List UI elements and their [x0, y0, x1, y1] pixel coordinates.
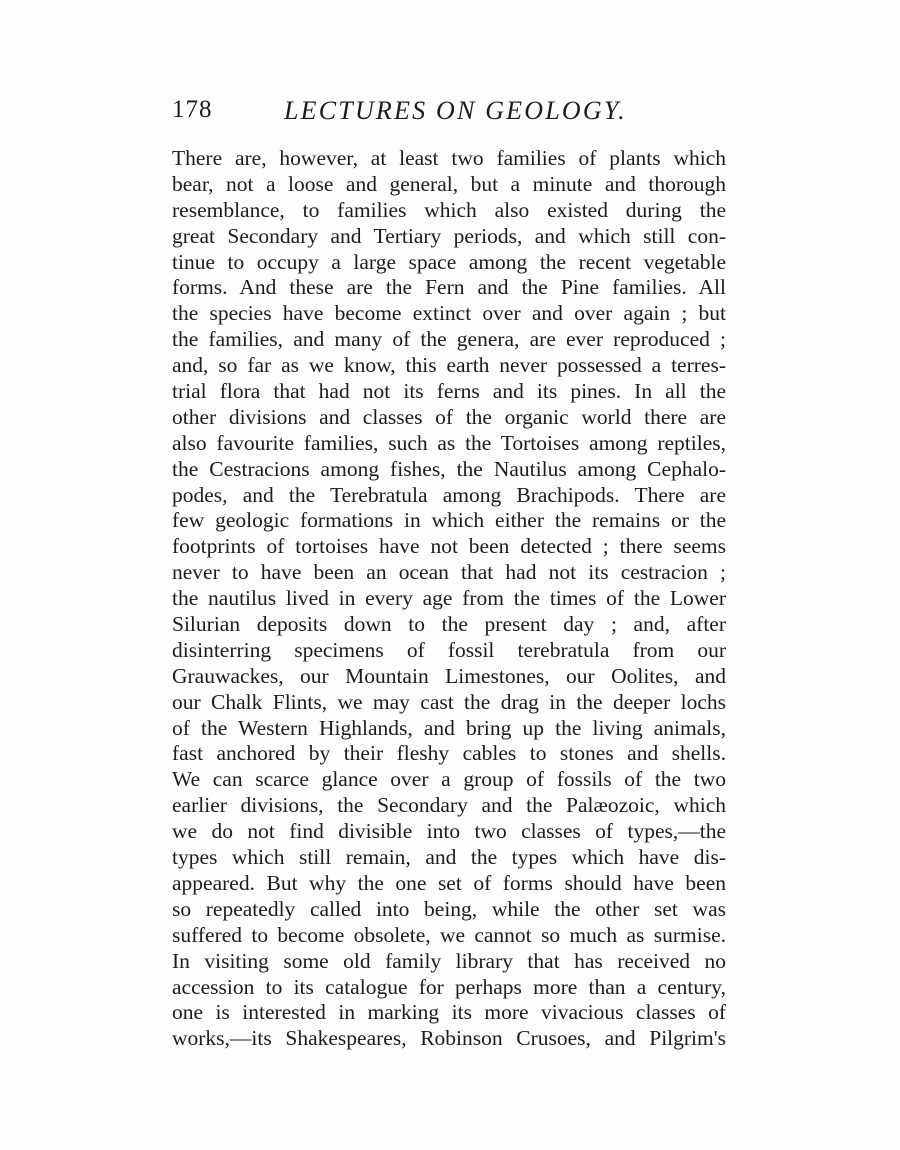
text-line: footprints of tortoises have not been detected ; there seems	[172, 534, 726, 559]
text-line: the Cestracions among fishes, the Nautilus among Cephalo-	[172, 456, 726, 481]
text-line: We can scarce glance over a group of fossils of the two	[172, 767, 726, 792]
body-paragraph	[172, 146, 726, 1052]
text-line: appeared. But why the one set of forms should have been	[172, 870, 726, 895]
text-line: accession to its catalogue for perhaps more than a century,	[172, 974, 726, 999]
text-line: suffered to become obsolete, we cannot so much as surmise.	[172, 922, 726, 947]
text-line: other divisions and classes of the organic world there are	[172, 404, 726, 429]
text-line: In visiting some old family library that has received no	[172, 948, 726, 973]
text-line: also favourite families, such as the Tortoises among reptiles,	[172, 430, 726, 455]
text-line: the nautilus lived in every age from the times of the Lower	[172, 586, 726, 611]
text-line: types which still remain, and the types which have dis-	[172, 845, 726, 870]
text-line: the species have become extinct over and over again ; but	[172, 301, 726, 326]
text-line: Silurian deposits down to the present day ; and, after	[172, 612, 726, 637]
text-line: our Chalk Flints, we may cast the drag in the deeper lochs	[172, 689, 726, 714]
text-line: trial flora that had not its ferns and its pines. In all the	[172, 379, 726, 404]
text-line: forms. And these are the Fern and the Pine families. All	[172, 275, 726, 300]
text-line: great Secondary and Tertiary periods, and which still con-	[172, 223, 726, 248]
text-line: resemblance, to families which also existed during the	[172, 197, 726, 222]
text-line: of the Western Highlands, and bring up the living animals,	[172, 715, 726, 740]
text-line: we do not find divisible into two classes of types,—the	[172, 819, 726, 844]
page-header	[172, 96, 732, 130]
text-line: so repeatedly called into being, while the other set was	[172, 896, 726, 921]
text-line: Grauwackes, our Mountain Limestones, our Oolites, and	[172, 663, 726, 688]
text-line: never to have been an ocean that had not its cestracion ;	[172, 560, 726, 585]
text-line: tinue to occupy a large space among the recent vegetable	[172, 249, 726, 274]
text-line: the families, and many of the genera, are ever reproduced ;	[172, 327, 726, 352]
running-title: LECTURES ON GEOLOGY.	[284, 96, 627, 125]
text-line: fast anchored by their fleshy cables to stones and shells.	[172, 741, 726, 766]
text-line: one is interested in marking its more vivacious classes of	[172, 1000, 726, 1025]
text-line: There are, however, at least two families of plants which	[172, 146, 726, 170]
text-line: disinterring specimens of fossil terebratula from our	[172, 637, 726, 662]
text-line: earlier divisions, the Secondary and the Palæozoic, which	[172, 793, 726, 818]
page-number: 178	[172, 96, 213, 123]
text-line: works,—its Shakespeares, Robinson Crusoes, and Pilgrim's	[172, 1026, 726, 1051]
text-line: and, so far as we know, this earth never possessed a terres-	[172, 353, 726, 378]
text-line: bear, not a loose and general, but a minute and thorough	[172, 171, 726, 196]
text-line: podes, and the Terebratula among Brachipods. There are	[172, 482, 726, 507]
text-line: few geologic formations in which either the remains or the	[172, 508, 726, 533]
